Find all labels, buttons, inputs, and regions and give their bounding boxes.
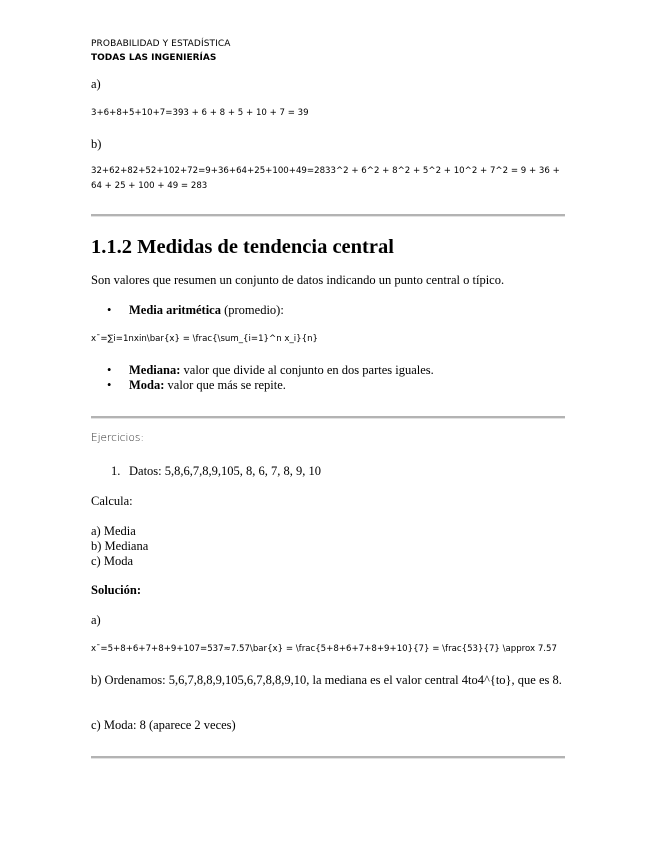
section-intro: Son valores que resumen un conjunto de datos indicando un punto central o típico. [91, 273, 505, 287]
bullet-icon: • [107, 303, 112, 317]
header-subtitle: TODAS LAS INGENIERÍAS [91, 53, 217, 63]
moda-term: Moda: [129, 378, 165, 392]
solution-a-label: a) [91, 613, 101, 627]
bullet-icon: • [107, 378, 112, 392]
exercises-label: Ejercicios: [91, 432, 144, 444]
mediana-term: Mediana: [129, 363, 181, 377]
section-title: 1.1.2 Medidas de tendencia central [91, 236, 394, 258]
ask-media: a) Media [91, 524, 136, 538]
exercise-data: Datos: 5,8,6,7,8,9,105, 8, 6, 7, 8, 9, 10 [129, 464, 322, 478]
calcula-label: Calcula: [91, 494, 133, 508]
prev-b-label: b) [91, 137, 102, 151]
list-item-media [129, 303, 284, 318]
prev-a-label: a) [91, 77, 101, 91]
solution-c-text: c) Moda: 8 (aparece 2 veces) [91, 718, 236, 732]
solution-a-formula: x¯=5+8+6+7+8+9+107=537≈7.57\bar{x} = \frac{5+8+6+7+8+9+10}{7} = \frac{53}{7} \approx 7.57 [91, 644, 557, 654]
ask-moda: c) Moda [91, 554, 133, 568]
mediana-desc: valor que divide al conjunto en dos partes iguales. [180, 363, 434, 377]
solution-b-text: b) Ordenamos: 5,6,7,8,8,9,105,6,7,8,8,9,10, la mediana es el valor central 4to4^{to}, que es 8. [91, 673, 562, 687]
exercise-number: 1. [111, 464, 121, 478]
horizontal-rule [91, 416, 565, 419]
prev-b-formula: 32+62+82+52+102+72=9+36+64+25+100+49=2833^2 + 6^2 + 8^2 + 5^2 + 10^2 + 7^2 = 9 + 36 + 64 + 25 + 100 + 49 = 283 [91, 166, 560, 191]
list-item-mediana [129, 363, 434, 378]
solution-heading: Solución: [91, 583, 142, 597]
list-item-moda [129, 378, 286, 393]
header-course-title: PROBABILIDAD Y ESTADÍSTICA [91, 39, 231, 49]
horizontal-rule [91, 756, 565, 759]
moda-desc: valor que más se repite. [164, 378, 286, 392]
horizontal-rule [91, 214, 565, 217]
media-term: Media aritmética [129, 303, 221, 317]
ask-mediana: b) Mediana [91, 539, 149, 553]
media-desc: (promedio): [220, 303, 284, 317]
prev-a-formula: 3+6+8+5+10+7=393 + 6 + 8 + 5 + 10 + 7 = 39 [91, 108, 309, 118]
media-formula: x¯=∑i=1nxin\bar{x} = \frac{\sum_{i=1}^n x_i}{n} [91, 334, 319, 344]
bullet-icon: • [107, 363, 112, 377]
